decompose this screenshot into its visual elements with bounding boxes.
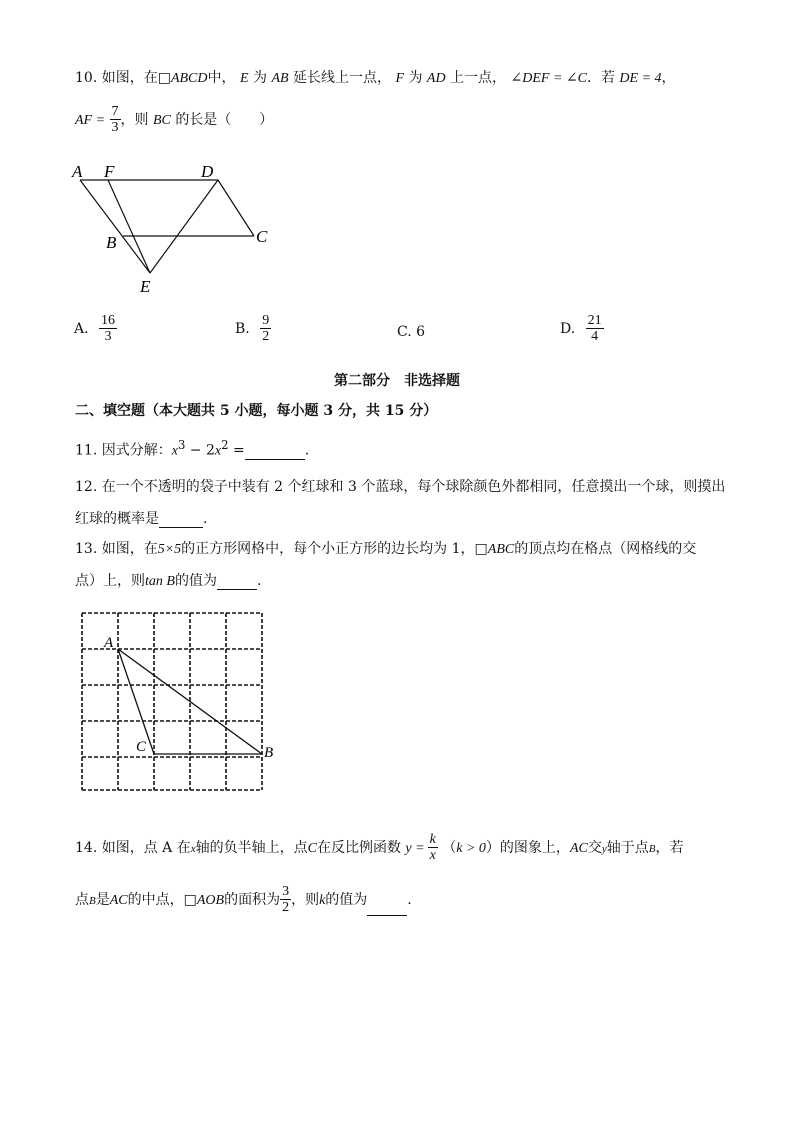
q13-tanb: tan B	[145, 574, 175, 589]
q10-text: 中，	[207, 70, 236, 86]
q10-f: F	[395, 71, 405, 86]
q12-line1: 12. 在一个不透明的袋子中装有 2 个红球和 3 个蓝球，每个球除颜色外都相同，任意摸出一个球，则摸出	[75, 479, 726, 495]
segment-de	[150, 180, 218, 273]
q14-text: 点	[75, 891, 89, 908]
q14-aob: AOB	[196, 892, 225, 908]
q13-text: 的正方形网格中，每个小正方形的边长均为 1，	[181, 541, 475, 557]
label-b: B	[264, 745, 274, 761]
option-fraction	[586, 313, 604, 345]
q10-angle: ∠DEF = ∠C	[510, 71, 587, 86]
q14-k: k	[319, 892, 326, 908]
denominator: 2	[262, 329, 270, 345]
option-label: D.	[560, 320, 576, 337]
q10-number: 10. 如图，在	[75, 70, 158, 86]
q10-figure	[70, 158, 280, 298]
denominator: 3	[111, 120, 119, 136]
q14-condition: k > 0	[456, 840, 486, 856]
q14-text: 14. 如图，点 A 在	[75, 839, 191, 856]
answer-blank[interactable]	[245, 459, 305, 460]
q13-text: .	[256, 573, 262, 589]
label-a: A	[72, 162, 83, 181]
numerator: 16	[101, 313, 116, 328]
q14-c: C	[307, 840, 317, 856]
q13-text: 13. 如图，在	[75, 541, 158, 557]
q10-de: DE = 4	[619, 71, 662, 86]
option-fraction	[99, 313, 117, 345]
q14-text: 在反比例函数	[316, 839, 401, 856]
q14-b: B	[648, 842, 656, 855]
q13-text: 点）上，则	[75, 573, 145, 589]
label-d: D	[201, 162, 214, 181]
numerator: 9	[262, 313, 270, 328]
q13-line1	[75, 538, 696, 558]
triangle-symbol: □	[183, 891, 197, 908]
numerator: 21	[587, 313, 602, 328]
q11-text: .	[304, 442, 310, 459]
q11-text: − 2	[185, 442, 215, 459]
q12-text: .	[203, 511, 208, 527]
q14-text: 轴于点	[606, 839, 649, 856]
q13-grid-size: 5×5	[157, 542, 182, 557]
option-fraction	[260, 313, 271, 345]
q14-text: 是	[95, 891, 110, 908]
option-label: C. 6	[397, 324, 426, 340]
answer-blank[interactable]	[159, 527, 203, 528]
q14-line1	[75, 832, 683, 864]
q14-x: x	[190, 842, 196, 855]
q10-line1	[75, 67, 676, 87]
segment-ae	[80, 180, 150, 273]
numerator: k	[429, 832, 436, 847]
q13-abc: ABC	[487, 542, 515, 557]
q14-text: 的值为	[325, 891, 368, 908]
q10-text: 的长是（ ）	[175, 111, 274, 128]
q11	[75, 438, 309, 460]
q14-ac: AC	[109, 892, 128, 908]
section2-title: 二、填空题（本大题共 5 小题，每小题 3 分，共 15 分）	[75, 403, 438, 419]
q12-line2	[75, 508, 207, 528]
parallelogram-symbol: □	[157, 70, 171, 86]
label-b: B	[106, 233, 117, 252]
q12-text: 红球的概率是	[75, 511, 159, 527]
q11-exponent: 3	[177, 438, 186, 452]
q14-text: 轴的负半轴上，点	[195, 839, 308, 856]
q10-text: ，则	[120, 111, 149, 128]
q14-text: （	[442, 839, 457, 856]
label-c: C	[136, 739, 147, 755]
q14-b: B	[89, 894, 96, 907]
q13-line2	[75, 570, 261, 590]
q10-text: ．若	[586, 70, 615, 86]
denominator: 4	[591, 329, 599, 345]
q14-area-fraction	[280, 884, 291, 916]
q11-text: =	[228, 442, 245, 459]
q14-k-over-x	[428, 832, 438, 864]
q11-text: 11. 因式分解：	[75, 442, 172, 459]
part2-title: 第二部分 非选择题	[334, 373, 460, 389]
q14-text: ）的图象上，	[485, 839, 570, 856]
q11-exponent: 2	[221, 438, 229, 452]
q14-text: .	[407, 891, 412, 908]
q14-text: 的面积为	[224, 891, 281, 908]
numerator: 7	[111, 104, 119, 119]
denominator: 2	[282, 900, 290, 916]
q13-text: 的顶点均在格点（网格线的交	[514, 541, 697, 557]
q11-x: x	[171, 443, 178, 459]
q14-text: ，若	[655, 839, 684, 856]
label-f: F	[104, 162, 115, 181]
q10-bc: BC	[152, 112, 171, 128]
q10-option-d[interactable]	[560, 313, 604, 345]
q14-y-axis: y	[601, 842, 607, 855]
q10-ab: AB	[271, 71, 289, 86]
label-e: E	[140, 277, 151, 296]
q10-e: E	[239, 71, 249, 86]
q10-af: AF =	[75, 112, 106, 128]
numerator: 3	[282, 884, 290, 899]
option-label: B.	[235, 320, 250, 337]
q10-af-fraction	[110, 104, 121, 136]
segment-dc	[218, 180, 254, 236]
label-a: A	[104, 635, 114, 651]
q10-text: ，	[661, 70, 676, 86]
q10-abcd: ABCD	[170, 71, 208, 86]
q10-option-c[interactable]	[397, 324, 425, 340]
q11-x: x	[214, 443, 222, 459]
q14-y: y =	[405, 840, 425, 856]
triangle-symbol: □	[474, 541, 488, 557]
q14-line2	[75, 884, 412, 916]
q14-text: 的中点，	[127, 891, 184, 908]
q10-option-b[interactable]	[235, 313, 271, 345]
option-label: A.	[74, 320, 89, 337]
answer-blank[interactable]	[217, 589, 257, 590]
q14-ac: AC	[569, 840, 588, 856]
q13-text: 的值为	[174, 573, 217, 589]
q10-text: 为	[408, 70, 423, 86]
answer-blank[interactable]	[367, 915, 407, 916]
label-c: C	[256, 227, 268, 246]
denominator: x	[429, 848, 436, 864]
q10-option-a[interactable]	[74, 313, 117, 345]
denominator: 3	[104, 329, 112, 345]
q10-text: 为	[252, 70, 267, 86]
q10-line2	[75, 104, 273, 136]
q14-text: ，则	[291, 891, 320, 908]
q13-grid-figure	[76, 607, 276, 797]
q10-text: 上一点，	[450, 70, 507, 86]
q10-text: 延长线上一点，	[293, 70, 391, 86]
q10-ad: AD	[426, 71, 446, 86]
q14-text: 交	[587, 839, 602, 856]
